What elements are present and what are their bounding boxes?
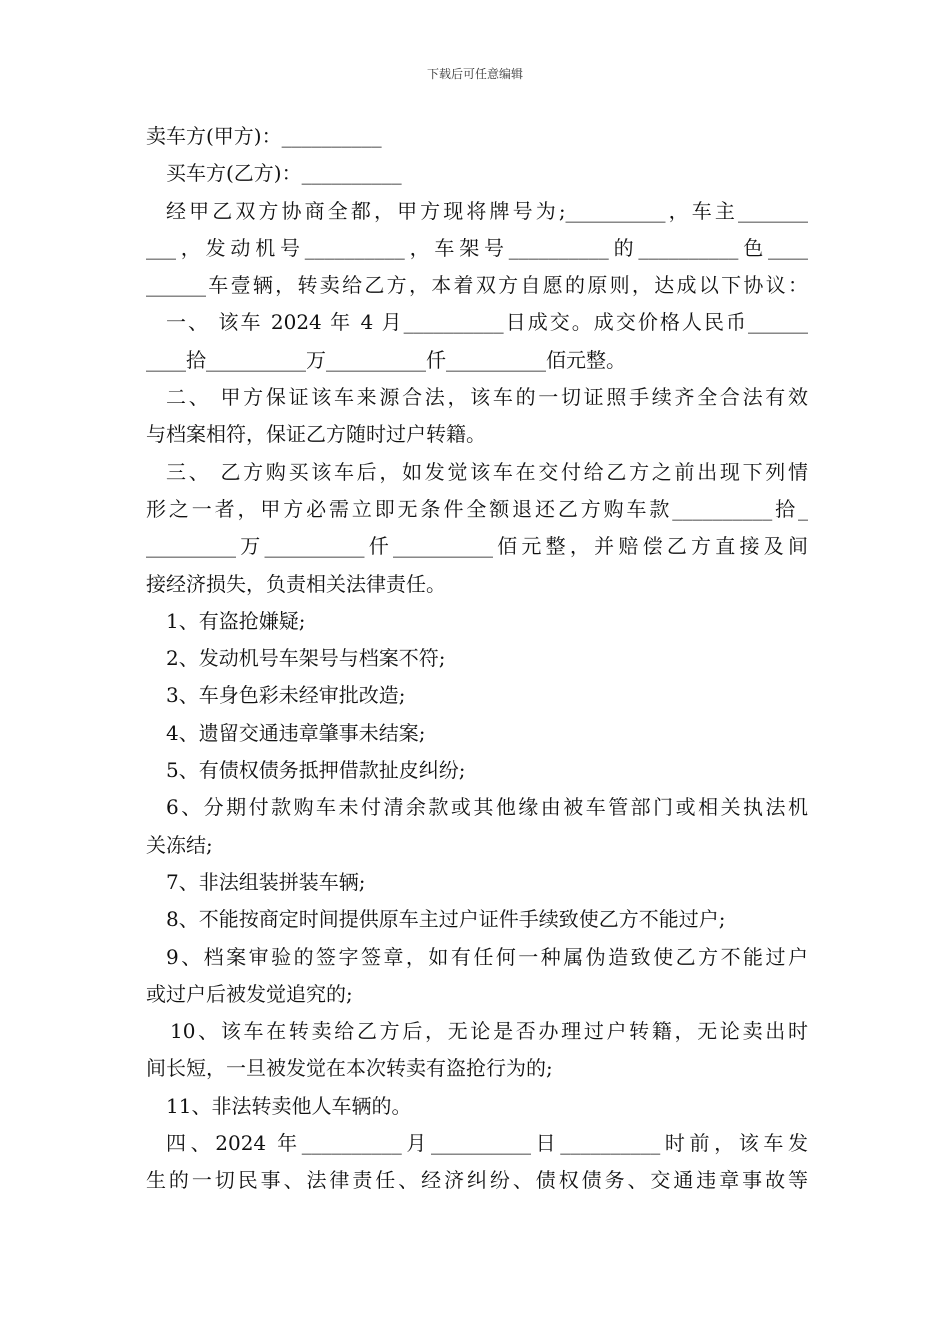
seller-line: 卖车方(甲方)：__________: [146, 124, 382, 148]
clause-4-line-2: 生的一切民事、法律责任、经济纠纷、债权债务、交通违章事故等: [146, 1168, 808, 1193]
list-item-2: 2、发动机号车架号与档案不符;: [166, 646, 446, 671]
list-item-1: 1、有盗抢嫌疑;: [166, 608, 306, 633]
clause-3-line-2: 形之一者，甲方必需立即无条件全额退还乙方购车款__________拾_: [146, 496, 808, 521]
list-item-6-line-1: 6、分期付款购车未付清余款或其他缘由被车管部门或相关执法机: [166, 795, 808, 820]
clause-4-line-1: 四、2024 年__________月__________日__________时前，该车发: [166, 1131, 808, 1156]
clause-2-line-2: 与档案相符，保证乙方随时过户转籍。: [146, 422, 486, 447]
list-item-11: 11、非法转卖他人车辆的。: [166, 1093, 412, 1118]
list-item-8: 8、不能按商定时间提供原车主过户证件手续致使乙方不能过户;: [166, 907, 726, 932]
list-item-10-line-1: 10、该车在转卖给乙方后，无论是否办理过户转籍，无论卖出时: [170, 1019, 808, 1044]
list-item-9-line-1: 9、档案审验的签字签章，如有任何一种属伪造致使乙方不能过户: [166, 944, 808, 969]
clause-3-line-3: _________万__________仟__________佰元整，并赔偿乙方直接及间: [146, 534, 808, 559]
clause-1-line-1: 一、 该车 2024 年 4 月__________日成交。成交价格人民币______: [166, 310, 808, 335]
buyer-line: 买车方(乙方)：__________: [166, 161, 402, 186]
list-item-9-line-2: 或过户后被发觉追究的;: [146, 981, 353, 1006]
clause-3-line-4: 接经济损失，负责相关法律责任。: [146, 571, 446, 596]
list-item-4: 4、遗留交通违章肇事未结案;: [166, 720, 426, 745]
contract-body: [146, 118, 808, 1200]
clause-2-line-1: 二、 甲方保证该车来源合法，该车的一切证照手续齐全合法有效: [166, 385, 808, 410]
clause-3-line-1: 三、 乙方购买该车后，如发觉该车在交付给乙方之前出现下列情: [166, 459, 808, 484]
clause-1-line-2: ____拾__________万__________仟__________佰元整。: [146, 347, 626, 372]
page-header: 下载后可任意编辑: [426, 67, 523, 81]
list-item-10-line-2: 间长短，一旦被发觉在本次转卖有盗抢行为的;: [146, 1056, 553, 1081]
intro-line-1: 经甲乙双方协商全都，甲方现将牌号为;__________，车主_______: [166, 198, 808, 223]
list-item-6-line-2: 关冻结;: [146, 832, 213, 857]
intro-line-3: ______车壹辆，转卖给乙方，本着双方自愿的原则，达成以下协议：: [146, 273, 808, 298]
list-item-3: 3、车身色彩未经审批改造;: [166, 683, 406, 708]
list-item-7: 7、非法组装拼装车辆;: [166, 869, 366, 894]
list-item-5: 5、有债权债务抵押借款扯皮纠纷;: [166, 758, 466, 783]
intro-line-2: ___，发动机号__________，车架号__________的__________色____: [146, 235, 808, 260]
